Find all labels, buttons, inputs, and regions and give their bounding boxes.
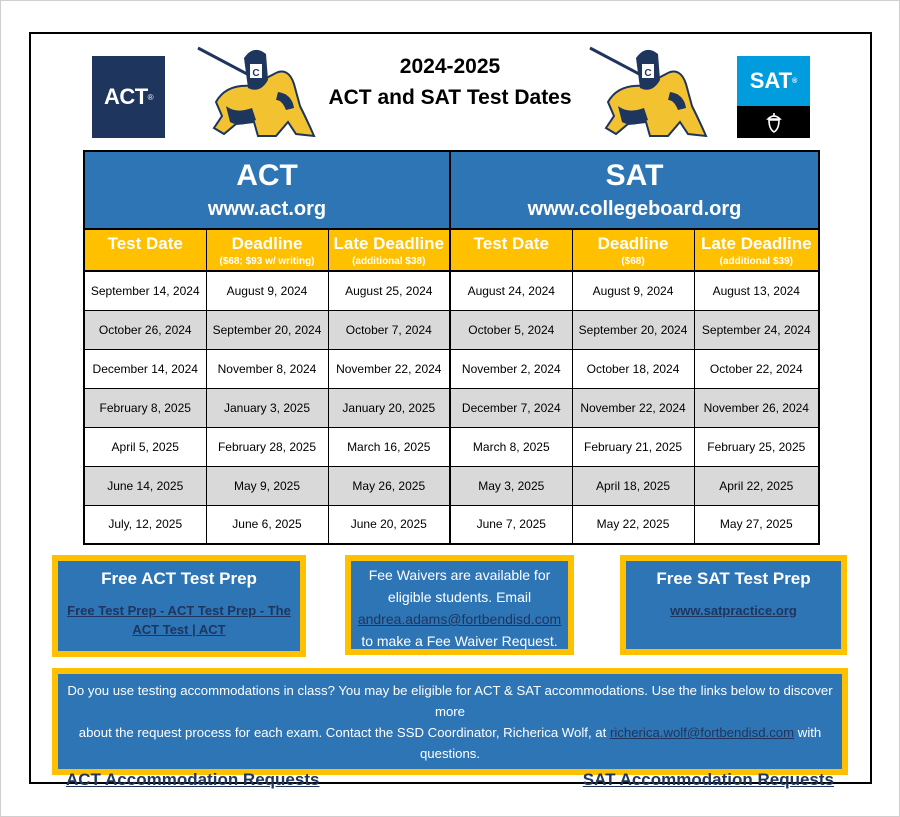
knight-mascot-icon [196,44,318,142]
knight-mascot-icon [588,44,710,142]
svg-text:C: C [252,68,260,79]
sat-header-url[interactable]: www.collegeboard.org [527,198,742,220]
table-cell: August 24, 2024 [450,271,572,310]
table-cell: October 22, 2024 [694,349,819,388]
table-row [84,271,819,310]
table-cell: November 2, 2024 [450,349,572,388]
sat-logo: SAT ® [737,56,810,138]
column-header: Test Date [450,229,572,271]
fee-waiver-email-link[interactable]: andrea.adams@fortbendisd.com [357,611,562,627]
table-cell: November 26, 2024 [694,388,819,427]
table-cell: October 18, 2024 [572,349,694,388]
table-cell: January 20, 2025 [328,388,450,427]
table-cell: June 20, 2025 [328,505,450,544]
sat-header-name: SAT [605,159,664,192]
table-cell: October 5, 2024 [450,310,572,349]
sat-accommodation-link[interactable]: SAT Accommodation Requests [582,770,834,789]
column-header: Test Date [84,229,206,271]
table-row [84,310,819,349]
table-cell: May 27, 2025 [694,505,819,544]
table-cell: August 9, 2024 [572,271,694,310]
test-dates-table [83,150,820,545]
table-row [84,349,819,388]
table-row [84,505,819,544]
table-cell: February 28, 2025 [206,427,328,466]
table-cell: May 3, 2025 [450,466,572,505]
acorn-icon [765,111,783,133]
table-cell: November 22, 2024 [572,388,694,427]
fee-waiver-line: Fee Waivers are available for [368,567,551,583]
table-cell: July, 12, 2025 [84,505,206,544]
sat-prep-title: Free SAT Test Prep [656,569,811,588]
table-cell: May 26, 2025 [328,466,450,505]
table-cell: August 25, 2024 [328,271,450,310]
table-row [84,388,819,427]
act-header-name: ACT [236,159,298,192]
table-cell: September 24, 2024 [694,310,819,349]
table-cell: June 14, 2025 [84,466,206,505]
accommodations-text: Do you use testing accommodations in class? You may be eligible for ACT & SAT accommodations. Use the links below to discover more about the request process for each exam. Contact the SSD Coordinator, Richerica Wolf, at richerica.wolf@fortbendisd.com with questions. [67,683,833,761]
sat-prep-box [620,555,847,655]
fee-waiver-line: eligible students. Email [387,589,532,605]
act-header-url[interactable]: www.act.org [207,198,327,220]
act-prep-box [52,555,306,657]
table-cell: November 8, 2024 [206,349,328,388]
fee-waiver-line: to make a Fee Waiver Request. [361,633,558,649]
column-header: Late Deadline (additional $38) [328,229,450,271]
act-header [84,151,450,229]
table-cell: February 25, 2025 [694,427,819,466]
fee-waiver-box [345,555,574,655]
table-cell: June 6, 2025 [206,505,328,544]
table-cell: September 20, 2024 [206,310,328,349]
table-cell: June 7, 2025 [450,505,572,544]
table-row [84,466,819,505]
title-year: 2024-2025 [399,55,501,78]
accommodations-box [52,668,848,789]
table-cell: August 13, 2024 [694,271,819,310]
table-cell: March 16, 2025 [328,427,450,466]
act-logo: ACT ® [92,56,165,138]
table-cell: May 9, 2025 [206,466,328,505]
page-title [320,52,580,114]
title-text: ACT and SAT Test Dates [328,86,572,109]
table-cell: December 14, 2024 [84,349,206,388]
table-cell: February 8, 2025 [84,388,206,427]
sat-prep-link[interactable]: www.satpractice.org [670,603,797,618]
table-cell: May 22, 2025 [572,505,694,544]
table-cell: April 18, 2025 [572,466,694,505]
table-cell: November 22, 2024 [328,349,450,388]
accommodations-email-link[interactable]: richerica.wolf@fortbendisd.com [609,725,795,740]
column-header: Deadline ($68) [572,229,694,271]
table-cell: April 5, 2025 [84,427,206,466]
column-header: Deadline ($68; $93 w/ writing) [206,229,328,271]
table-cell: October 26, 2024 [84,310,206,349]
table-cell: September 20, 2024 [572,310,694,349]
svg-text:C: C [644,68,652,79]
act-prep-title: Free ACT Test Prep [101,569,257,588]
table-cell: April 22, 2025 [694,466,819,505]
column-header: Late Deadline (additional $39) [694,229,819,271]
table-cell: March 8, 2025 [450,427,572,466]
table-cell: January 3, 2025 [206,388,328,427]
table-cell: October 7, 2024 [328,310,450,349]
table-cell: September 14, 2024 [84,271,206,310]
table-cell: February 21, 2025 [572,427,694,466]
table-row [84,427,819,466]
act-accommodation-link[interactable]: ACT Accommodation Requests [66,770,320,789]
act-prep-link[interactable]: Free Test Prep - ACT Test Prep - The ACT Test | ACT [67,603,291,637]
table-cell: December 7, 2024 [450,388,572,427]
table-cell: August 9, 2024 [206,271,328,310]
sat-header [450,151,819,229]
